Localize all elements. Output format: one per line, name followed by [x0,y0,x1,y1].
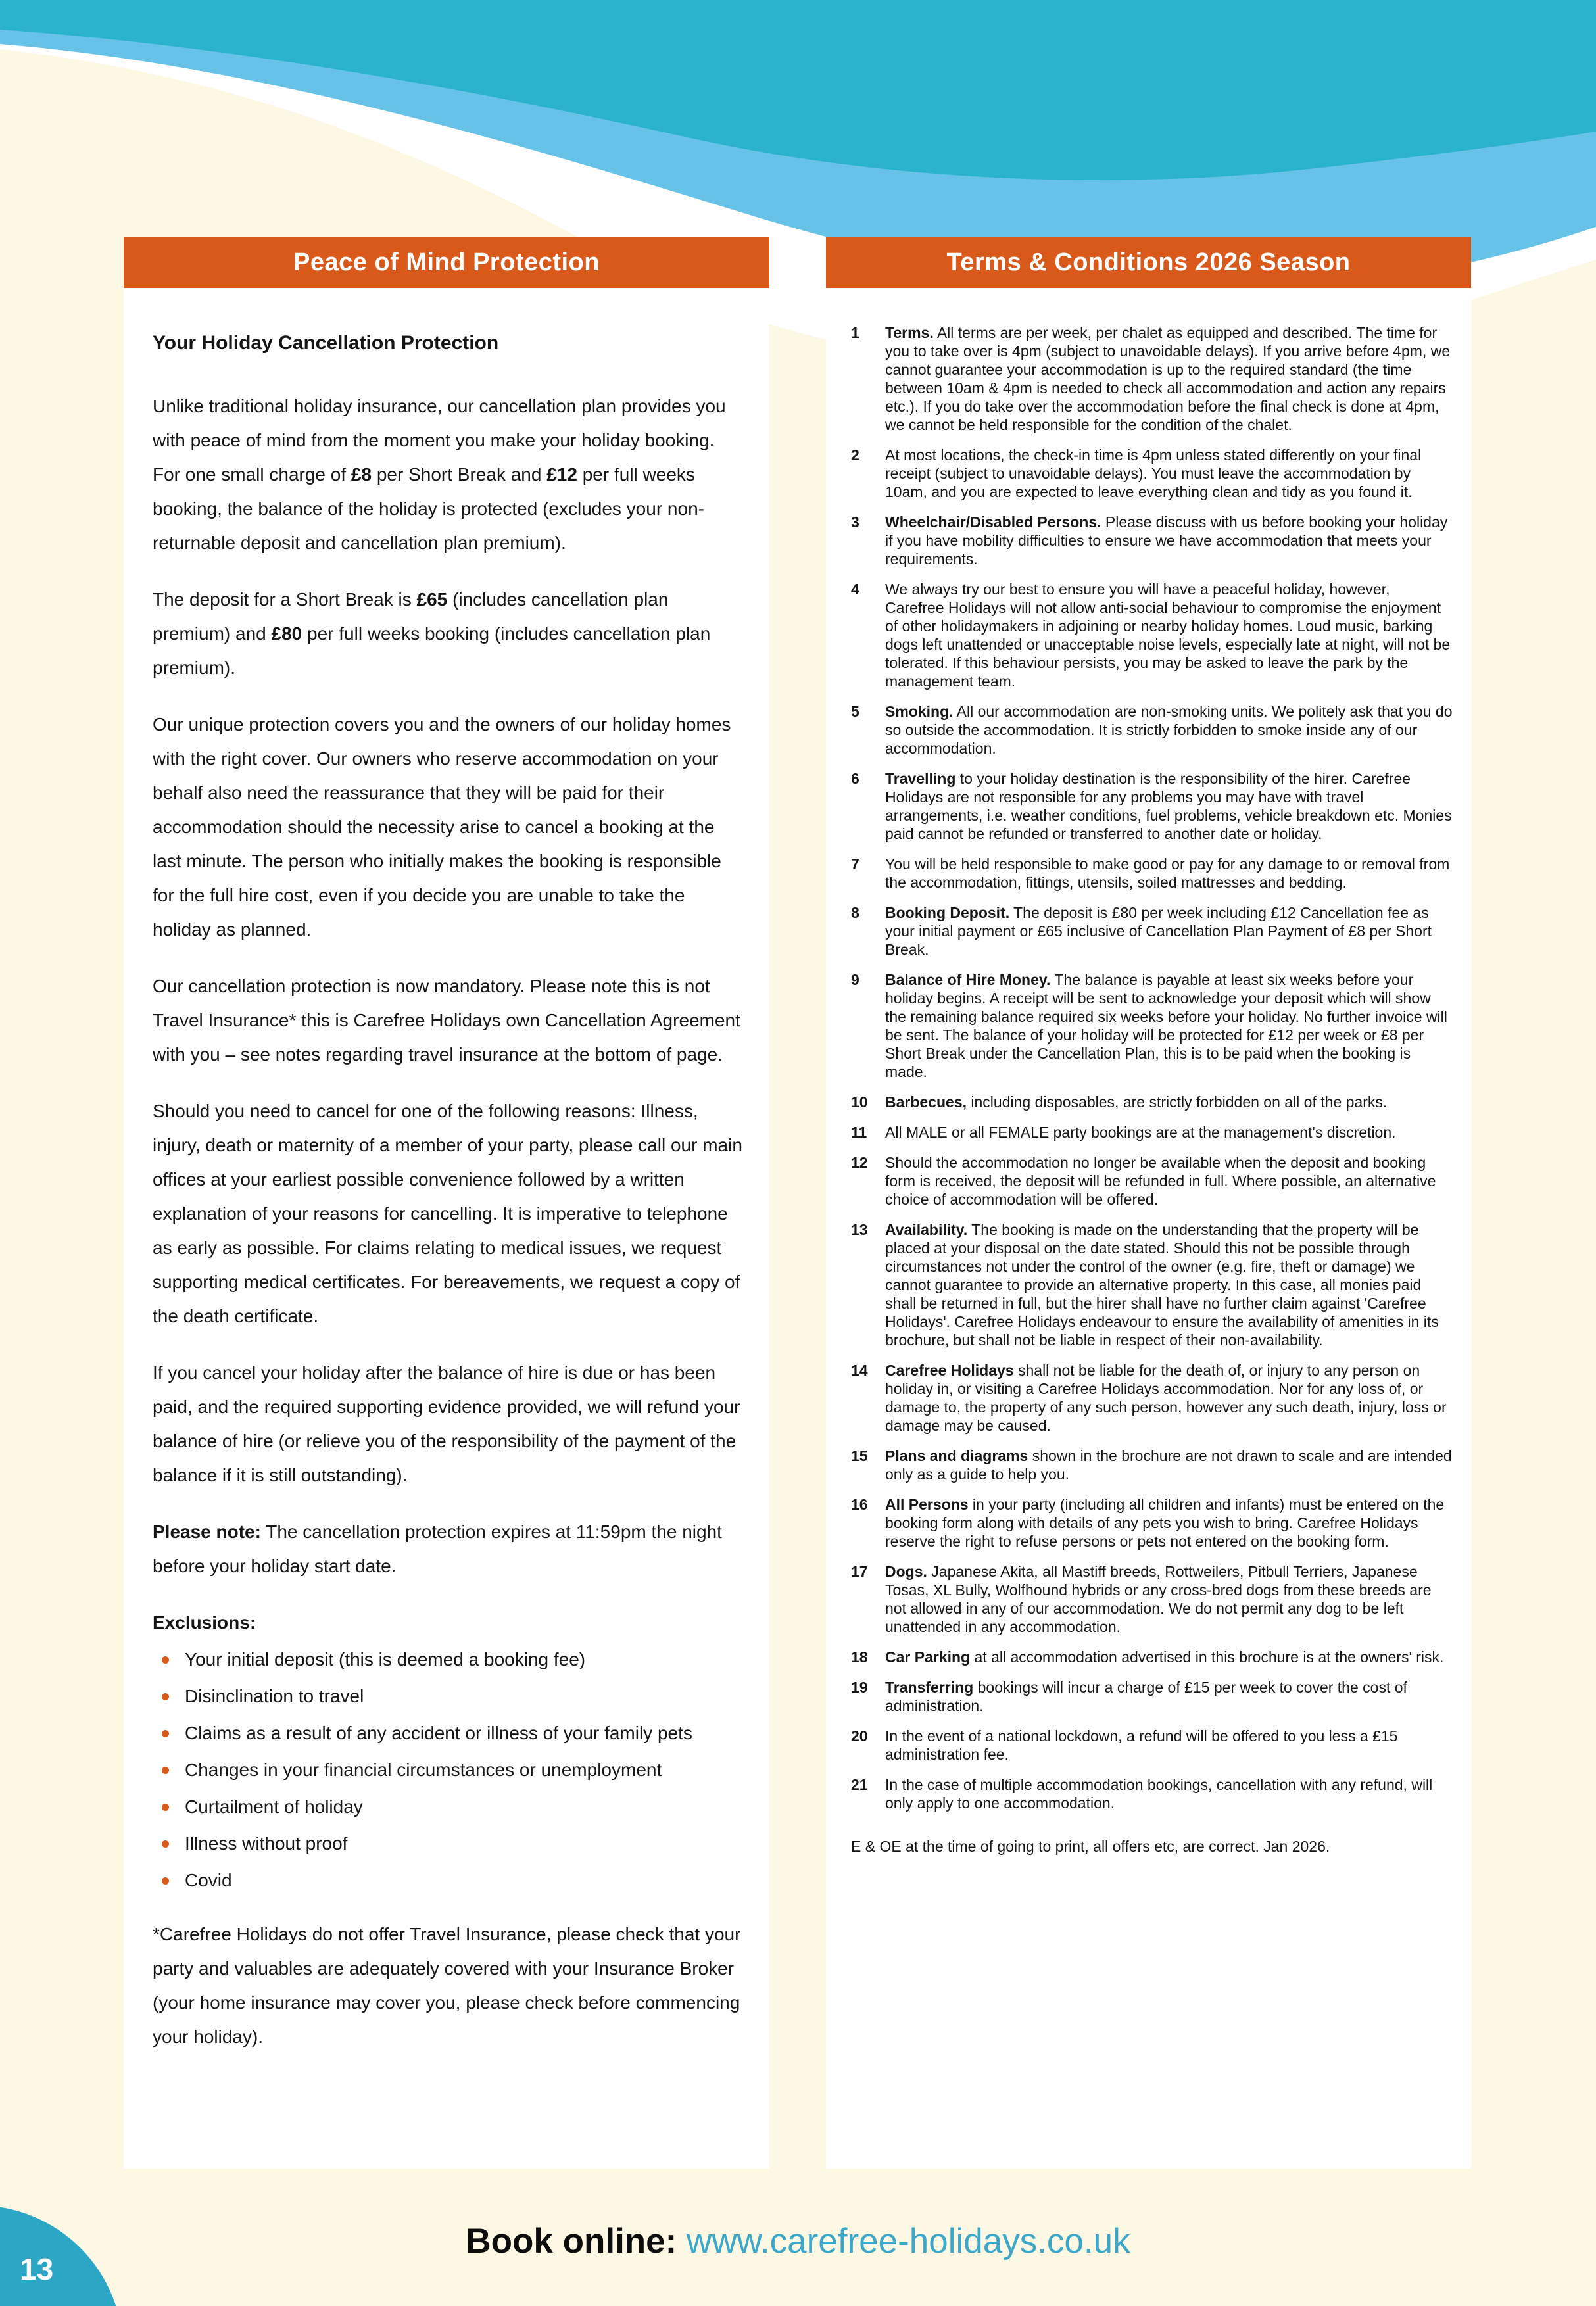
exclusion-item: Disinclination to travel [153,1679,743,1714]
term-text: Should the accommodation no longer be available when the deposit and booking form is received, the deposit will be refunded in full. Where possible, an alternative choice of accommodation will be offered. [885,1154,1436,1208]
term-item [851,903,1453,959]
term-text: Transferring bookings will incur a charge of £15 per week to cover the cost of administration. [885,1679,1407,1714]
paragraph-refund: If you cancel your holiday after the balance of hire is due or has been paid, and the required supporting evidence provided, we will refund your balance of hire (or relieve you of the responsibility of the payment of the balance if it is still outstanding). [153,1362,740,1485]
eoe-note: E & OE at the time of going to print, all offers etc, are correct. Jan 2026. [851,1838,1330,1855]
term-text: Dogs. Japanese Akita, all Mastiff breeds, Rottweilers, Pitbull Terriers, Japanese Tosas, XL Bully, Wolfhound hybrids or any cross-bred dogs from these breeds are not allowed in any of our accommodation. We do not permit any dog to be left unattended in any accommodation. [885,1563,1432,1635]
paragraph-intro: Unlike traditional holiday insurance, our cancellation plan provides you with peace of mind from the moment you make your holiday booking. For one small charge of £8 per Short Break and £12 per full weeks booking, the balance of the holiday is protected (excludes your non-returnable deposit and cancellation plan premium). [153,396,726,553]
term-text: Plans and diagrams shown in the brochure are not drawn to scale and are intended only as a guide to help you. [885,1447,1452,1483]
term-number: 14 [851,1362,868,1379]
term-number: 17 [851,1563,868,1580]
term-text: Travelling to your holiday destination is the responsibility of the hirer. Carefree Holidays are not responsible for any problems you may have with travel arrangements, i.e. weather conditions, fuel problems, vehicle breakdown etc. Monies paid cannot be refunded or transferred to another date or holiday. [885,770,1452,842]
term-item [851,1495,1453,1550]
term-text: Balance of Hire Money. The balance is payable at least six weeks before your holiday begins. A receipt will be sent to acknowledge your deposit which will show the remaining balance required six weeks before your holiday. No further invoice will be sent. The balance of your holiday will be protected for £12 per week or £8 per Short Break under the Cancellation Plan, this is to be paid when the booking is made. [885,971,1447,1080]
term-text: Carefree Holidays shall not be liable for the death of, or injury to any person on holiday in, or visiting a Carefree Holidays accommodation. Nor for any loss of, or damage to, the property of any such person, however any such death, injury, loss or damage may be caused. [885,1362,1447,1434]
term-number: 5 [851,703,859,720]
term-text: At most locations, the check-in time is 4pm unless stated differently on your final receipt (subject to unavoidable delays). You must leave the accommodation by 10am, and you are expected to leave everything clean and tidy as you found it. [885,446,1422,500]
exclusions-heading: Exclusions: [153,1612,256,1633]
term-item [851,1093,1453,1111]
term-item [851,1678,1453,1715]
term-item [851,855,1453,892]
bullet-icon [162,1804,169,1811]
paragraph-mandatory: Our cancellation protection is now mandatory. Please note this is not Travel Insurance* this is Carefree Holidays own Cancellation Agreement with you – see notes regarding travel insurance at the bottom of page. [153,976,740,1065]
term-item [851,1775,1453,1812]
term-text: Car Parking at all accommodation advertised in this brochure is at the owners' risk. [885,1648,1444,1666]
term-number: 12 [851,1154,868,1171]
peace-of-mind-header: Peace of Mind Protection [124,237,769,288]
term-item [851,1361,1453,1435]
book-online-footer [0,2221,1596,2261]
term-text: Smoking. All our accommodation are non-smoking units. We politely ask that you do so outside the accommodation. It is strictly forbidden to smoke inside any of our accommodation. [885,703,1453,757]
term-item [851,580,1453,690]
peace-of-mind-panel [124,237,769,2169]
term-item [851,1153,1453,1209]
term-number: 19 [851,1679,868,1696]
term-number: 10 [851,1093,868,1111]
term-text: Wheelchair/Disabled Persons. Please discuss with us before booking your holiday if you have mobility difficulties to ensure we have accommodation that meets your requirements. [885,514,1448,567]
term-text: Barbecues, including disposables, are strictly forbidden on all of the parks. [885,1093,1388,1111]
page-number: 13 [20,2252,54,2286]
term-number: 3 [851,514,859,531]
term-item [851,1447,1453,1483]
exclusion-item: Your initial deposit (this is deemed a booking fee) [153,1643,743,1677]
term-number: 1 [851,324,859,341]
exclusion-item: Illness without proof [153,1827,743,1861]
term-text: We always try our best to ensure you will have a peaceful holiday, however, Carefree Holidays will not allow anti-social behaviour to compromise the enjoyment of other holidaymakers in adjoining or nearby holiday homes. Loud music, barking dogs left unattended or unacceptable noise levels, especially late at night, will not be tolerated. If this behaviour persists, you may be asked to leave the park by the management team. [885,581,1451,690]
term-number: 4 [851,581,859,598]
exclusion-item: Changes in your financial circumstances or unemployment [153,1753,743,1787]
term-text: All MALE or all FEMALE party bookings are at the management's discretion. [885,1124,1396,1141]
peace-of-mind-body [124,288,769,2130]
bullet-icon [162,1693,169,1700]
term-number: 16 [851,1496,868,1513]
term-text: All Persons in your party (including all children and infants) must be entered on the booking form along with details of any pets you wish to bring. Carefree Holidays reserve the right to refuse persons or pets not entered on the booking form. [885,1496,1445,1550]
terms-conditions-body [826,288,1471,2133]
book-online-label: Book online: [466,2222,677,2261]
term-number: 18 [851,1648,868,1666]
paragraph-please-note: Please note: The cancellation protection expires at 11:59pm the night before your holiday start date. [153,1522,722,1576]
term-text: Booking Deposit. The deposit is £80 per week including £12 Cancellation fee as your initial payment or £65 inclusive of Cancellation Plan Payment of £8 per Short Break. [885,904,1432,958]
bullet-icon [162,1767,169,1774]
term-number: 7 [851,855,859,873]
term-item [851,1727,1453,1764]
travel-insurance-footnote: *Carefree Holidays do not offer Travel Insurance, please check that your party and valuables are adequately covered with your Insurance Broker (your home insurance may cover you, please check before commencing your holiday). [153,1924,741,2047]
term-number: 13 [851,1221,868,1238]
term-number: 15 [851,1447,868,1464]
term-item [851,446,1453,501]
exclusions-list [153,1643,743,1898]
exclusion-item: Curtailment of holiday [153,1790,743,1824]
bullet-icon [162,1877,169,1885]
paragraph-cancel-reasons: Should you need to cancel for one of the following reasons: Illness, injury, death or maternity of a member of your party, please call our main offices at your earliest possible convenience followed by a written explanation of your reasons for cancelling. It is imperative to telephone as early as possible. For claims relating to medical issues, we request supporting medical certificates. For bereavements, we request a copy of the death certificate. [153,1101,742,1326]
term-number: 6 [851,770,859,787]
exclusion-item: Covid [153,1863,743,1898]
cancellation-protection-heading: Your Holiday Cancellation Protection [153,332,499,354]
term-number: 11 [851,1124,867,1141]
term-text: Terms. All terms are per week, per chalet as equipped and described. The time for you to take over is 4pm (subject to unavoidable delays). If you arrive before 4pm, we cannot guarantee your accommodation is up to the required standard (the time between 10am & 4pm is needed to check all accommodation and action any repairs etc.). If you do take over the accommodation before the final check is done at 4pm, we cannot be held responsible for the condition of the chalet. [885,324,1451,433]
bullet-icon [162,1656,169,1664]
term-item [851,1562,1453,1636]
term-text: You will be held responsible to make good or pay for any damage to or removal from the accommodation, fittings, utensils, soiled mattresses and bedding. [885,855,1450,891]
term-text: Availability. The booking is made on the understanding that the property will be placed at your disposal on the date stated. Should this not be possible through circumstances not under the control of the owner (e.g. fire, theft or damage) we cannot guarantee to provide an alternative property. In this case, all monies paid shall be returned in full, but the hirer shall have no further claim against 'Carefree Holidays'. Carefree Holidays endeavour to ensure the availability of amenities in its brochure, but shall not be liable in respect of their non-availability. [885,1221,1439,1349]
website-url: www.carefree-holidays.co.uk [687,2222,1130,2261]
term-item [851,1123,1453,1141]
term-item [851,1648,1453,1666]
term-item [851,324,1453,434]
term-number: 21 [851,1776,868,1793]
term-number: 20 [851,1727,868,1744]
terms-conditions-panel [826,237,1471,2169]
term-text: In the event of a national lockdown, a refund will be offered to you less a £15 administration fee. [885,1727,1398,1763]
term-number: 8 [851,904,859,921]
bullet-icon [162,1730,169,1737]
term-item [851,702,1453,757]
paragraph-deposit: The deposit for a Short Break is £65 (includes cancellation plan premium) and £80 per full weeks booking (includes cancellation plan premium). [153,589,711,678]
paragraph-unique-protection: Our unique protection covers you and the owners of our holiday homes with the right cover. Our owners who reserve accommodation on your behalf also need the reassurance that they will be paid for their accommodation should the necessity arise to cancel a booking at the last minute. The person who initially makes the booking is responsible for the full hire cost, even if you decide you are unable to take the holiday as planned. [153,714,731,940]
term-number: 9 [851,971,859,988]
exclusion-item: Claims as a result of any accident or illness of your family pets [153,1716,743,1750]
term-text: In the case of multiple accommodation bookings, cancellation with any refund, will only apply to one accommodation. [885,1776,1433,1812]
term-item [851,769,1453,843]
term-item [851,513,1453,568]
term-number: 2 [851,446,859,464]
term-item [851,971,1453,1081]
bullet-icon [162,1840,169,1848]
terms-conditions-header: Terms & Conditions 2026 Season [826,237,1471,288]
term-item [851,1220,1453,1349]
